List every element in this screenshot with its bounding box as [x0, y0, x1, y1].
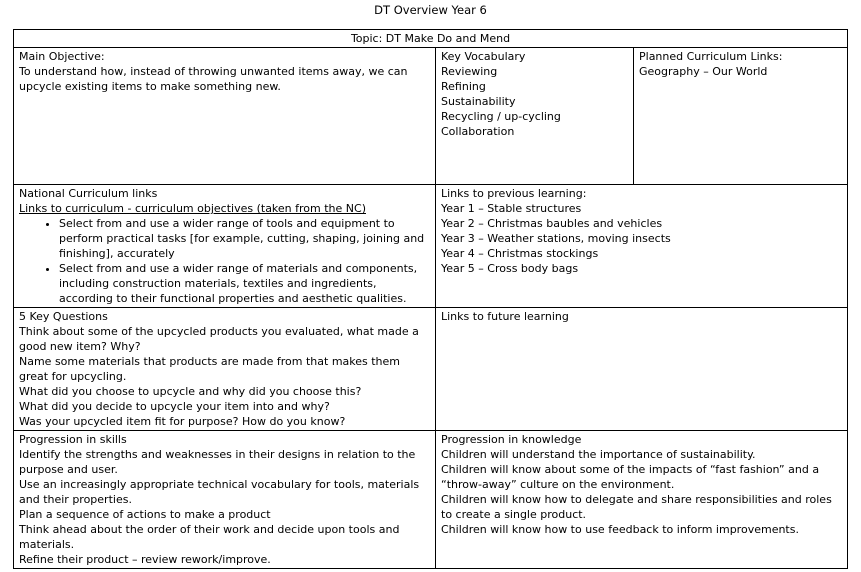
curriculum-bullet-list: [19, 216, 430, 306]
previous-learning-item: Year 1 – Stable structures: [441, 202, 582, 215]
key-vocabulary-cell: [436, 48, 634, 185]
skill-item: Plan a sequence of actions to make a product: [19, 508, 271, 521]
knowledge-item: Children will know how to use feedback to inform improvements.: [441, 523, 799, 536]
previous-learning-item: Year 3 – Weather stations, moving insects: [441, 232, 671, 245]
curriculum-bullet: • Select from and use a wider range of materials and components, including construction materials, textiles and ingredients, according to their functional properties and aesthetic qualities.: [59, 261, 430, 306]
key-question: Think about some of the upcycled products you evaluated, what made a good new item? Why?: [19, 325, 419, 353]
skill-item: Think ahead about the order of their work and decide upon tools and materials.: [19, 523, 400, 551]
questions-row: [14, 308, 848, 431]
vocabulary-item: Sustainability: [441, 95, 516, 108]
planned-links-cell: [634, 48, 848, 185]
national-curriculum-cell: [14, 185, 436, 308]
curriculum-row: [14, 185, 848, 308]
progression-row: [14, 431, 848, 569]
main-objective-heading: Main Objective:: [19, 50, 105, 63]
previous-learning-item: Year 5 – Cross body bags: [441, 262, 579, 275]
skill-item: Refine their product – review rework/improve.: [19, 553, 271, 566]
future-learning-cell: [436, 308, 848, 431]
vocabulary-item: Recycling / up-cycling: [441, 110, 561, 123]
vocabulary-item: Collaboration: [441, 125, 515, 138]
topic-heading: Topic: DT Make Do and Mend: [14, 30, 848, 48]
knowledge-item: Children will know about some of the impacts of “fast fashion” and a “throw-away” culture on the environment.: [441, 463, 820, 491]
vocabulary-item: Refining: [441, 80, 486, 93]
key-questions-heading: 5 Key Questions: [19, 310, 108, 323]
objective-row: [14, 48, 848, 185]
curriculum-objectives-subheading: Links to curriculum - curriculum objectives (taken from the NC): [19, 202, 366, 215]
key-questions-cell: [14, 308, 436, 431]
key-question: Was your upcycled item fit for purpose? How do you know?: [19, 415, 346, 428]
knowledge-item: Children will understand the importance of sustainability.: [441, 448, 756, 461]
main-objective-text: To understand how, instead of throwing unwanted items away, we can upcycle existing items to make something new.: [19, 65, 408, 93]
progression-skills-cell: [14, 431, 436, 569]
topic-row: [14, 30, 848, 48]
progression-skills-heading: Progression in skills: [19, 433, 127, 446]
knowledge-item: Children will know how to delegate and share responsibilities and roles to create a single product.: [441, 493, 832, 521]
national-curriculum-heading: National Curriculum links: [19, 187, 158, 200]
skill-item: Use an increasingly appropriate technical vocabulary for tools, materials and their properties.: [19, 478, 420, 506]
previous-learning-item: Year 4 – Christmas stockings: [441, 247, 599, 260]
main-objective-cell: [14, 48, 436, 185]
document-title: DT Overview Year 6: [374, 3, 487, 17]
progression-knowledge-cell: [436, 431, 848, 569]
curriculum-bullet: • Select from and use a wider range of tools and equipment to perform practical tasks [for example, cutting, shaping, joining and finishing], accurately: [59, 216, 430, 261]
key-vocabulary-heading: Key Vocabulary: [441, 50, 526, 63]
skill-item: Identify the strengths and weaknesses in their designs in relation to the purpose and user.: [19, 448, 416, 476]
overview-table: [13, 29, 848, 569]
previous-learning-item: Year 2 – Christmas baubles and vehicles: [441, 217, 663, 230]
key-question: What did you choose to upcycle and why did you choose this?: [19, 385, 362, 398]
planned-links-heading: Planned Curriculum Links:: [639, 50, 783, 63]
key-question: Name some materials that products are made from that makes them great for upcycling.: [19, 355, 401, 383]
previous-learning-cell: [436, 185, 848, 308]
future-learning-heading: Links to future learning: [441, 310, 569, 323]
previous-learning-heading: Links to previous learning:: [441, 187, 587, 200]
progression-knowledge-heading: Progression in knowledge: [441, 433, 582, 446]
planned-link-item: Geography – Our World: [639, 65, 768, 78]
key-question: What did you decide to upcycle your item into and why?: [19, 400, 330, 413]
vocabulary-item: Reviewing: [441, 65, 498, 78]
